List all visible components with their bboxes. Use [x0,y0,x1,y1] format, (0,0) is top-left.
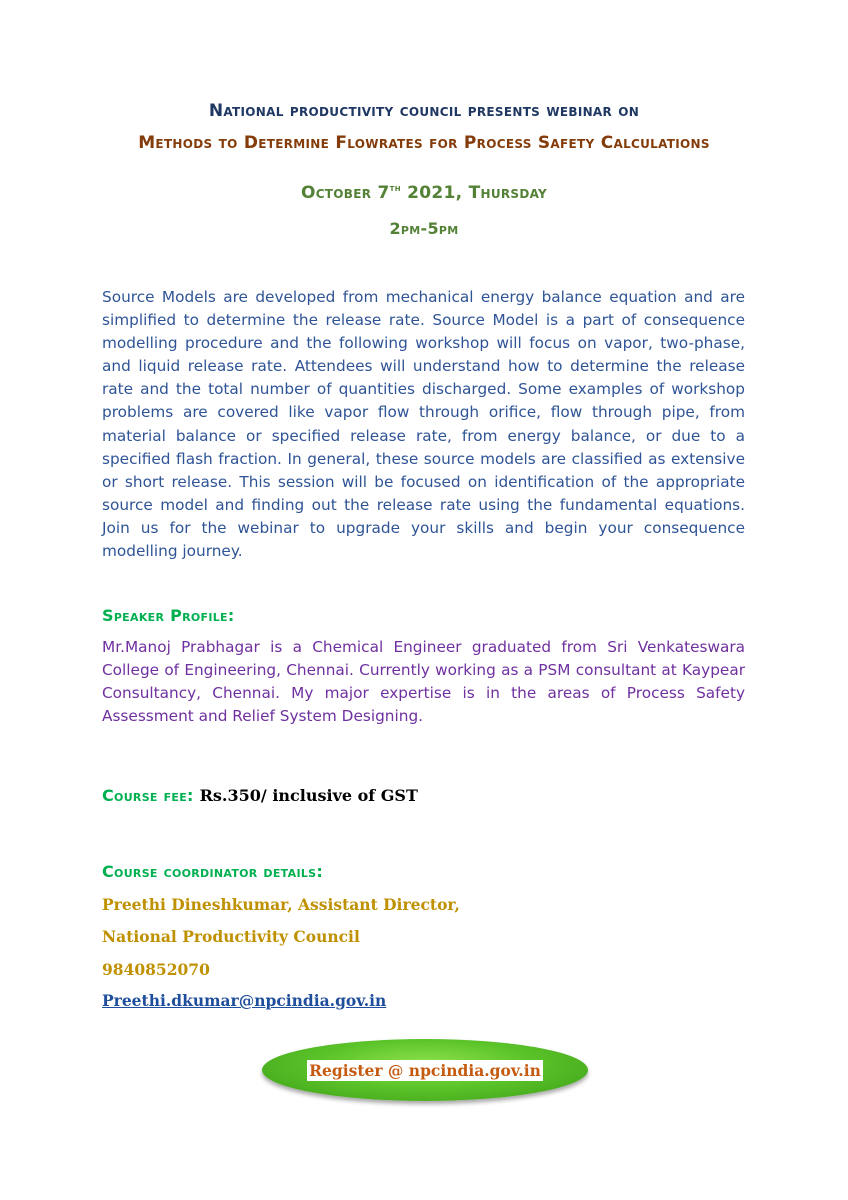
webinar-description: Source Models are developed from mechanical energy balance equation and are simplified to determine the release rate. Source Model is a part of consequence modelling procedure and the following workshop will focus on vapor, two-phase, and liquid release rate. Attendees will understand how to determine the release rate and the total number of quantities discharged. Some examples of workshop problems are covered like vapor flow through orifice, flow through pipe, from material balance or specified release rate, from energy balance, or due to a specified flash fraction. In general, these source models are classified as extensive or short release. This session will be focused on identification of the appropriate source model and finding out the release rate using the fundamental equations. Join us for the webinar to upgrade your skills and begin your consequence modelling journey. [102,288,745,561]
date-prefix: October 7 [300,183,390,203]
register-button-label: Register @ npcindia.gov.in [309,1060,541,1080]
webinar-time: 2pm-5pm [389,219,459,238]
date-suffix: 2021, Thursday [400,183,548,203]
date-ordinal-suffix: th [389,183,401,194]
coordinator-phone: 9840852070 [102,960,210,979]
course-fee-value: Rs.350/ inclusive of GST [199,786,418,805]
coordinator-email-link[interactable]: Preethi.dkumar@npcindia.gov.in [102,991,387,1010]
coordinator-name: Preethi Dineshkumar, Assistant Director, [102,895,460,914]
coordinator-heading: Course coordinator details: [102,862,324,881]
webinar-date [0,183,848,203]
speaker-profile-text: Mr.Manoj Prabhagar is a Chemical Engineer graduated from Sri Venkateswara College of Engineering, Chennai. Currently working as a PSM consultant at Kaypear Consultancy, Chennai. My major expertise is in the areas of Process Safety Assessment and Relief System Designing. [102,638,745,726]
webinar-title: Methods to Determine Flowrates for Process Safety Calculations [138,133,710,153]
presents-heading: National productivity council presents webinar on [208,101,640,121]
register-button[interactable] [262,1039,588,1101]
speaker-profile-heading: Speaker Profile: [102,606,235,625]
course-fee [102,786,418,805]
course-fee-label: Course fee: [102,786,200,805]
coordinator-organization: National Productivity Council [102,927,360,946]
